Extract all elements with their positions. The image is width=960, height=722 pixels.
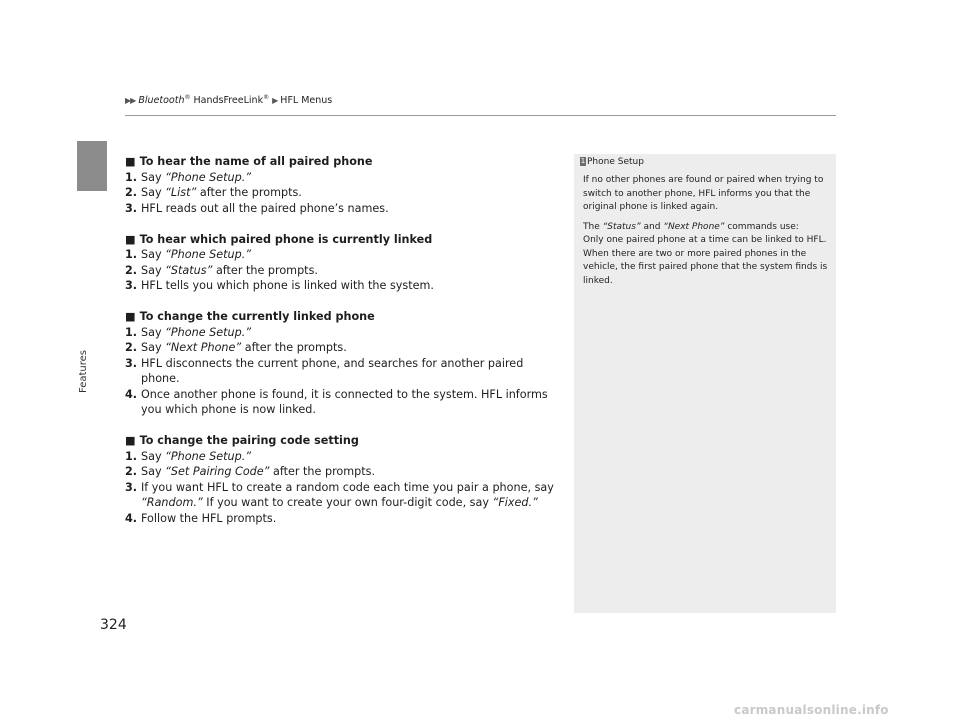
section-heading — [125, 309, 560, 325]
step-text: Say “Phone Setup.” — [141, 449, 252, 463]
step-text: Say “Phone Setup.” — [141, 248, 252, 261]
step-number: 1. — [125, 325, 138, 339]
step-number: 4. — [125, 387, 138, 401]
sidebar-body — [583, 174, 831, 294]
step-item — [125, 356, 560, 387]
chapter-label: Features — [78, 350, 89, 393]
breadcrumb-item-hfl-menus: HFL Menus — [280, 95, 333, 107]
step-item — [125, 325, 560, 341]
watermark: carmanualsonline.info — [734, 703, 889, 717]
step-item — [125, 340, 560, 356]
step-number: 1. — [125, 248, 138, 261]
section-heading — [125, 232, 560, 248]
step-item — [125, 185, 560, 201]
step-number: 4. — [125, 511, 138, 525]
note-number-badge: 1 — [580, 157, 586, 165]
sidebar-paragraph: Only one paired phone at a time can be linked to HFL. When there are two or more paired phones in the vehicle, the first paired phone that the system finds is linked. — [583, 235, 828, 286]
square-bullet-icon: ■ — [125, 310, 136, 323]
square-bullet-icon: ■ — [125, 434, 136, 447]
section-heading-text: To change the pairing code setting — [139, 434, 359, 447]
section-heading-text: To change the currently linked phone — [139, 310, 375, 323]
instruction-section — [125, 309, 560, 418]
breadcrumb-item-bluetooth: Bluetooth — [138, 95, 185, 107]
section-heading-text: To hear which paired phone is currently linked — [139, 232, 433, 246]
instruction-section — [125, 154, 560, 216]
breadcrumb-arrow-icon: ▶ — [272, 96, 278, 106]
sidebar-title — [580, 157, 644, 167]
registered-mark: ® — [184, 94, 191, 101]
square-bullet-icon: ■ — [125, 155, 136, 168]
breadcrumb-arrow-icon: ▶▶ — [125, 96, 136, 106]
step-text: If you want HFL to create a random code each time you pair a phone, say “Random.” If you want to create your own four-digit code, say “Fixed.” — [141, 480, 554, 509]
step-number: 2. — [125, 186, 138, 199]
step-number: 2. — [125, 341, 138, 354]
step-number: 3. — [125, 480, 138, 494]
step-item — [125, 247, 560, 263]
step-item — [125, 480, 560, 511]
breadcrumb-item-handsfreelink: HandsFreeLink — [190, 95, 264, 107]
sidebar-title-text: Phone Setup — [587, 157, 644, 167]
step-text: Say “List” after the prompts. — [141, 186, 302, 199]
step-text: Say “Set Pairing Code” after the prompts. — [141, 465, 376, 478]
step-item — [125, 278, 560, 294]
square-bullet-icon: ■ — [125, 232, 136, 246]
step-number: 1. — [125, 170, 138, 184]
registered-mark: ® — [263, 94, 270, 101]
step-number: 2. — [125, 465, 138, 478]
step-number: 3. — [125, 356, 138, 370]
step-item — [125, 263, 560, 279]
section-heading — [125, 154, 560, 170]
sidebar-paragraph: If no other phones are found or paired when trying to switch to another phone, HFL informs you that the original phone is linked again. — [583, 175, 824, 212]
step-item — [125, 449, 560, 465]
step-text: Say “Next Phone” after the prompts. — [141, 341, 347, 354]
main-content — [125, 154, 560, 542]
section-heading — [125, 433, 560, 449]
step-text: HFL disconnects the current phone, and searches for another paired phone. — [141, 356, 524, 385]
instruction-section — [125, 232, 560, 294]
step-text: Say “Phone Setup.” — [141, 170, 252, 184]
instruction-section — [125, 433, 560, 526]
step-item — [125, 387, 560, 418]
page-number: 324 — [100, 617, 127, 633]
step-item — [125, 511, 560, 527]
step-number: 1. — [125, 449, 138, 463]
step-number: 3. — [125, 201, 138, 215]
step-number: 3. — [125, 279, 138, 292]
step-text: Say “Phone Setup.” — [141, 325, 252, 339]
step-item — [125, 464, 560, 480]
step-text: Once another phone is found, it is connected to the system. HFL informs you which phone is now linked. — [141, 387, 548, 416]
breadcrumb — [125, 94, 332, 106]
step-number: 2. — [125, 263, 138, 277]
step-text: Say “Status” after the prompts. — [141, 263, 318, 277]
step-text: HFL reads out all the paired phone’s names. — [141, 201, 389, 215]
step-item — [125, 170, 560, 186]
chapter-tab — [77, 141, 107, 191]
step-text: HFL tells you which phone is linked with the system. — [141, 279, 434, 292]
header-divider — [125, 115, 836, 116]
step-item — [125, 201, 560, 217]
sidebar-note — [574, 154, 836, 613]
section-heading-text: To hear the name of all paired phone — [139, 155, 373, 168]
step-text: Follow the HFL prompts. — [141, 511, 277, 525]
sidebar-paragraph: The “Status” and “Next Phone” commands use: — [583, 221, 799, 232]
